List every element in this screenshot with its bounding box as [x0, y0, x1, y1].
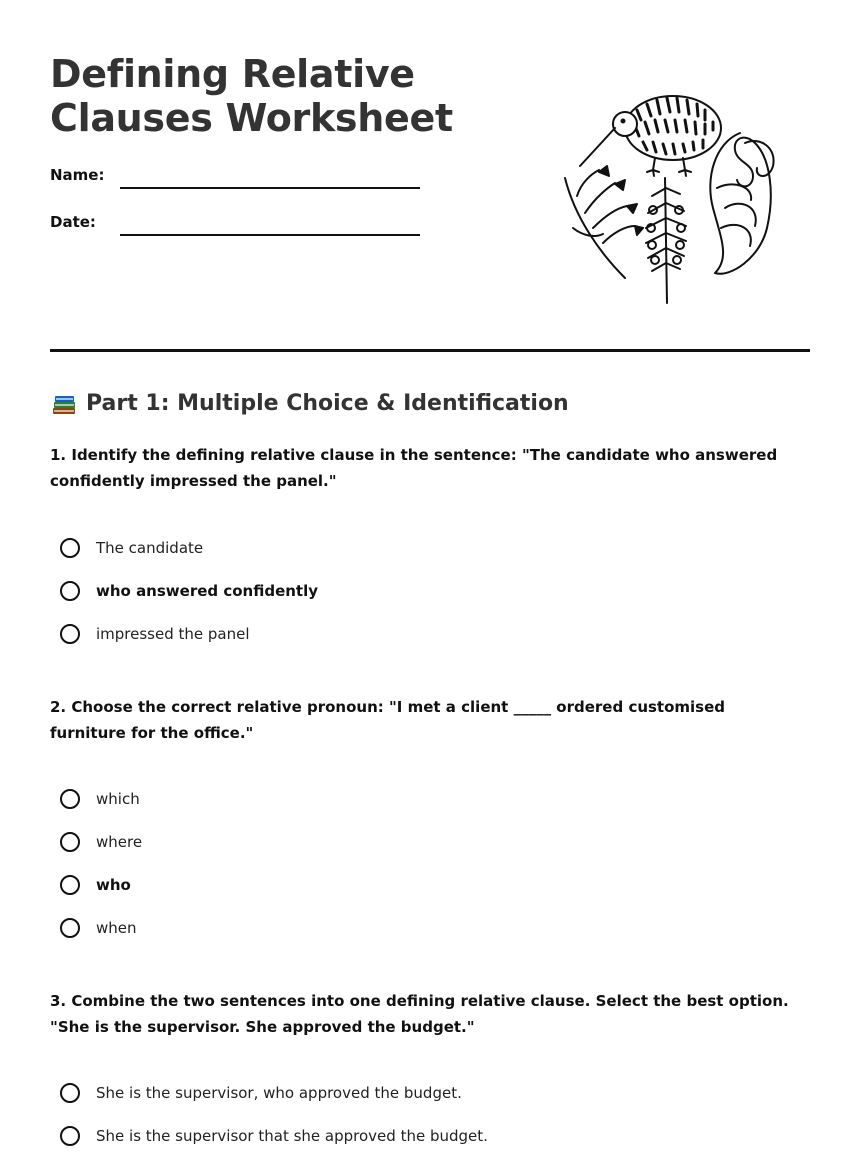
q3-option-2[interactable]: [60, 1123, 488, 1149]
q1-option-2[interactable]: [60, 578, 318, 604]
name-field[interactable]: [120, 187, 420, 189]
option-label: who: [96, 876, 131, 894]
q2-option-2[interactable]: [60, 829, 142, 855]
title-line-2: Clauses Worksheet: [50, 96, 453, 140]
q1-option-3[interactable]: [60, 621, 250, 647]
option-label: which: [96, 790, 140, 808]
option-label: who answered confidently: [96, 582, 319, 600]
radio-button[interactable]: [60, 624, 80, 644]
option-label: when: [96, 919, 137, 937]
q2-option-3[interactable]: [60, 872, 131, 898]
q3-option-1[interactable]: [60, 1080, 462, 1106]
radio-button[interactable]: [60, 918, 80, 938]
q2-option-1[interactable]: [60, 786, 140, 812]
option-label: She is the supervisor, who approved the budget.: [96, 1084, 462, 1102]
part-1-heading: [50, 388, 569, 420]
option-label: The candidate: [96, 539, 204, 557]
radio-button[interactable]: [60, 1126, 80, 1146]
radio-button[interactable]: [60, 1083, 80, 1103]
radio-button[interactable]: [60, 538, 80, 558]
header-divider: [50, 349, 810, 352]
part-1-heading-text: Part 1: Multiple Choice & Identification: [86, 391, 569, 416]
option-label: impressed the panel: [96, 625, 250, 643]
radio-button[interactable]: [60, 581, 80, 601]
q1-option-1[interactable]: [60, 535, 203, 561]
title-line-1: Defining Relative: [50, 52, 415, 96]
books-emoji-icon: [50, 390, 78, 418]
radio-button[interactable]: [60, 832, 80, 852]
name-label: Name:: [50, 166, 105, 184]
question-3: 3. Combine the two sentences into one defining relative clause. Select the best option. "She is the supervisor. She approved the budget.": [50, 992, 789, 1036]
date-label: Date:: [50, 213, 96, 231]
kiwi-fern-illustration: [555, 88, 790, 308]
radio-button[interactable]: [60, 789, 80, 809]
option-label: She is the supervisor that she approved the budget.: [96, 1127, 488, 1145]
worksheet-title: [50, 52, 453, 140]
question-1: 1. Identify the defining relative clause in the sentence: "The candidate who answered confidently impressed the panel.": [50, 446, 778, 490]
radio-button[interactable]: [60, 875, 80, 895]
q2-option-4[interactable]: [60, 915, 137, 941]
option-label: where: [96, 833, 143, 851]
question-2: 2. Choose the correct relative pronoun: "I met a client _____ ordered customised furniture for the office.": [50, 698, 726, 742]
date-field[interactable]: [120, 234, 420, 236]
